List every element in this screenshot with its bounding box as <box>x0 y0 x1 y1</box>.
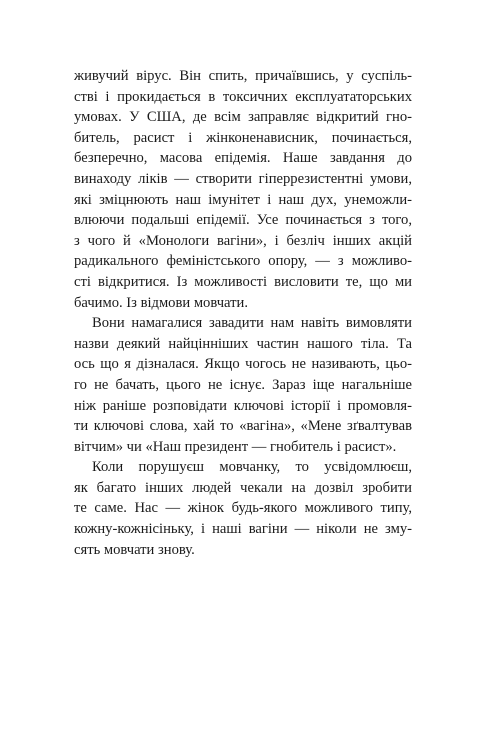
paragraph-1 <box>74 66 412 313</box>
text-line: назви деякий найцінніших частин нашого тіла. Та <box>74 335 412 352</box>
text-line: го не бачать, цього не існує. Зараз іще нагальніше <box>74 376 412 393</box>
paragraph-3 <box>74 457 412 560</box>
text-line: кожну-кожнісіньку, і наші вагіни — ніколи не зму- <box>74 521 412 538</box>
text-line: радикального феміністського опору, — з можливо- <box>74 253 412 270</box>
text-line: безперечно, масова епідемія. Наше завдання до <box>74 150 412 167</box>
text-line: те саме. Нас — жінок будь-якого можливого типу, <box>74 500 412 517</box>
text-line: винаходу ліків — створити гіперрезистентні умови, <box>74 170 412 187</box>
text-line: битель, расист і жінконенависник, починається, <box>74 129 412 146</box>
text-line: бачимо. Із відмови мовчати. <box>74 294 248 311</box>
text-line: ніж раніше розповідати ключові історії і промовля- <box>74 397 412 414</box>
text-line: з чого й «Монологи вагіни», і безліч інших акцій <box>74 232 412 249</box>
text-line: умовах. У США, де всім заправляє відкритий гно- <box>74 109 412 126</box>
text-line: стві і прокидається в токсичних експлуататорських <box>74 88 412 105</box>
text-line: сті відкритися. Із можливості висловити те, що ми <box>74 273 412 290</box>
text-line: Вони намагалися завадити нам навіть вимовляти <box>92 315 412 332</box>
text-line: як багато інших людей чекали на дозвіл зробити <box>74 479 412 496</box>
text-line: вітчим» чи «Наш президент — гнобитель і расист». <box>74 438 397 455</box>
paragraph-2 <box>74 313 412 457</box>
text-line: ось що я дізналася. Якщо чогось не називають, цьо- <box>74 356 412 373</box>
body-text <box>74 66 412 560</box>
text-line: сять мовчати знову. <box>74 541 195 558</box>
text-line: живучий вірус. Він спить, причаївшись, у суспіль- <box>74 68 412 84</box>
text-line: влюючи подальші епідемії. Усе починається з того, <box>74 212 412 229</box>
text-line: Коли порушуєш мовчанку, то усвідомлюєш, <box>92 459 412 476</box>
text-line: які зміцнюють наш імунітет і наш дух, унеможли- <box>74 191 412 208</box>
text-line: ти ключові слова, хай то «вагіна», «Мене зґвалтував <box>74 418 412 435</box>
